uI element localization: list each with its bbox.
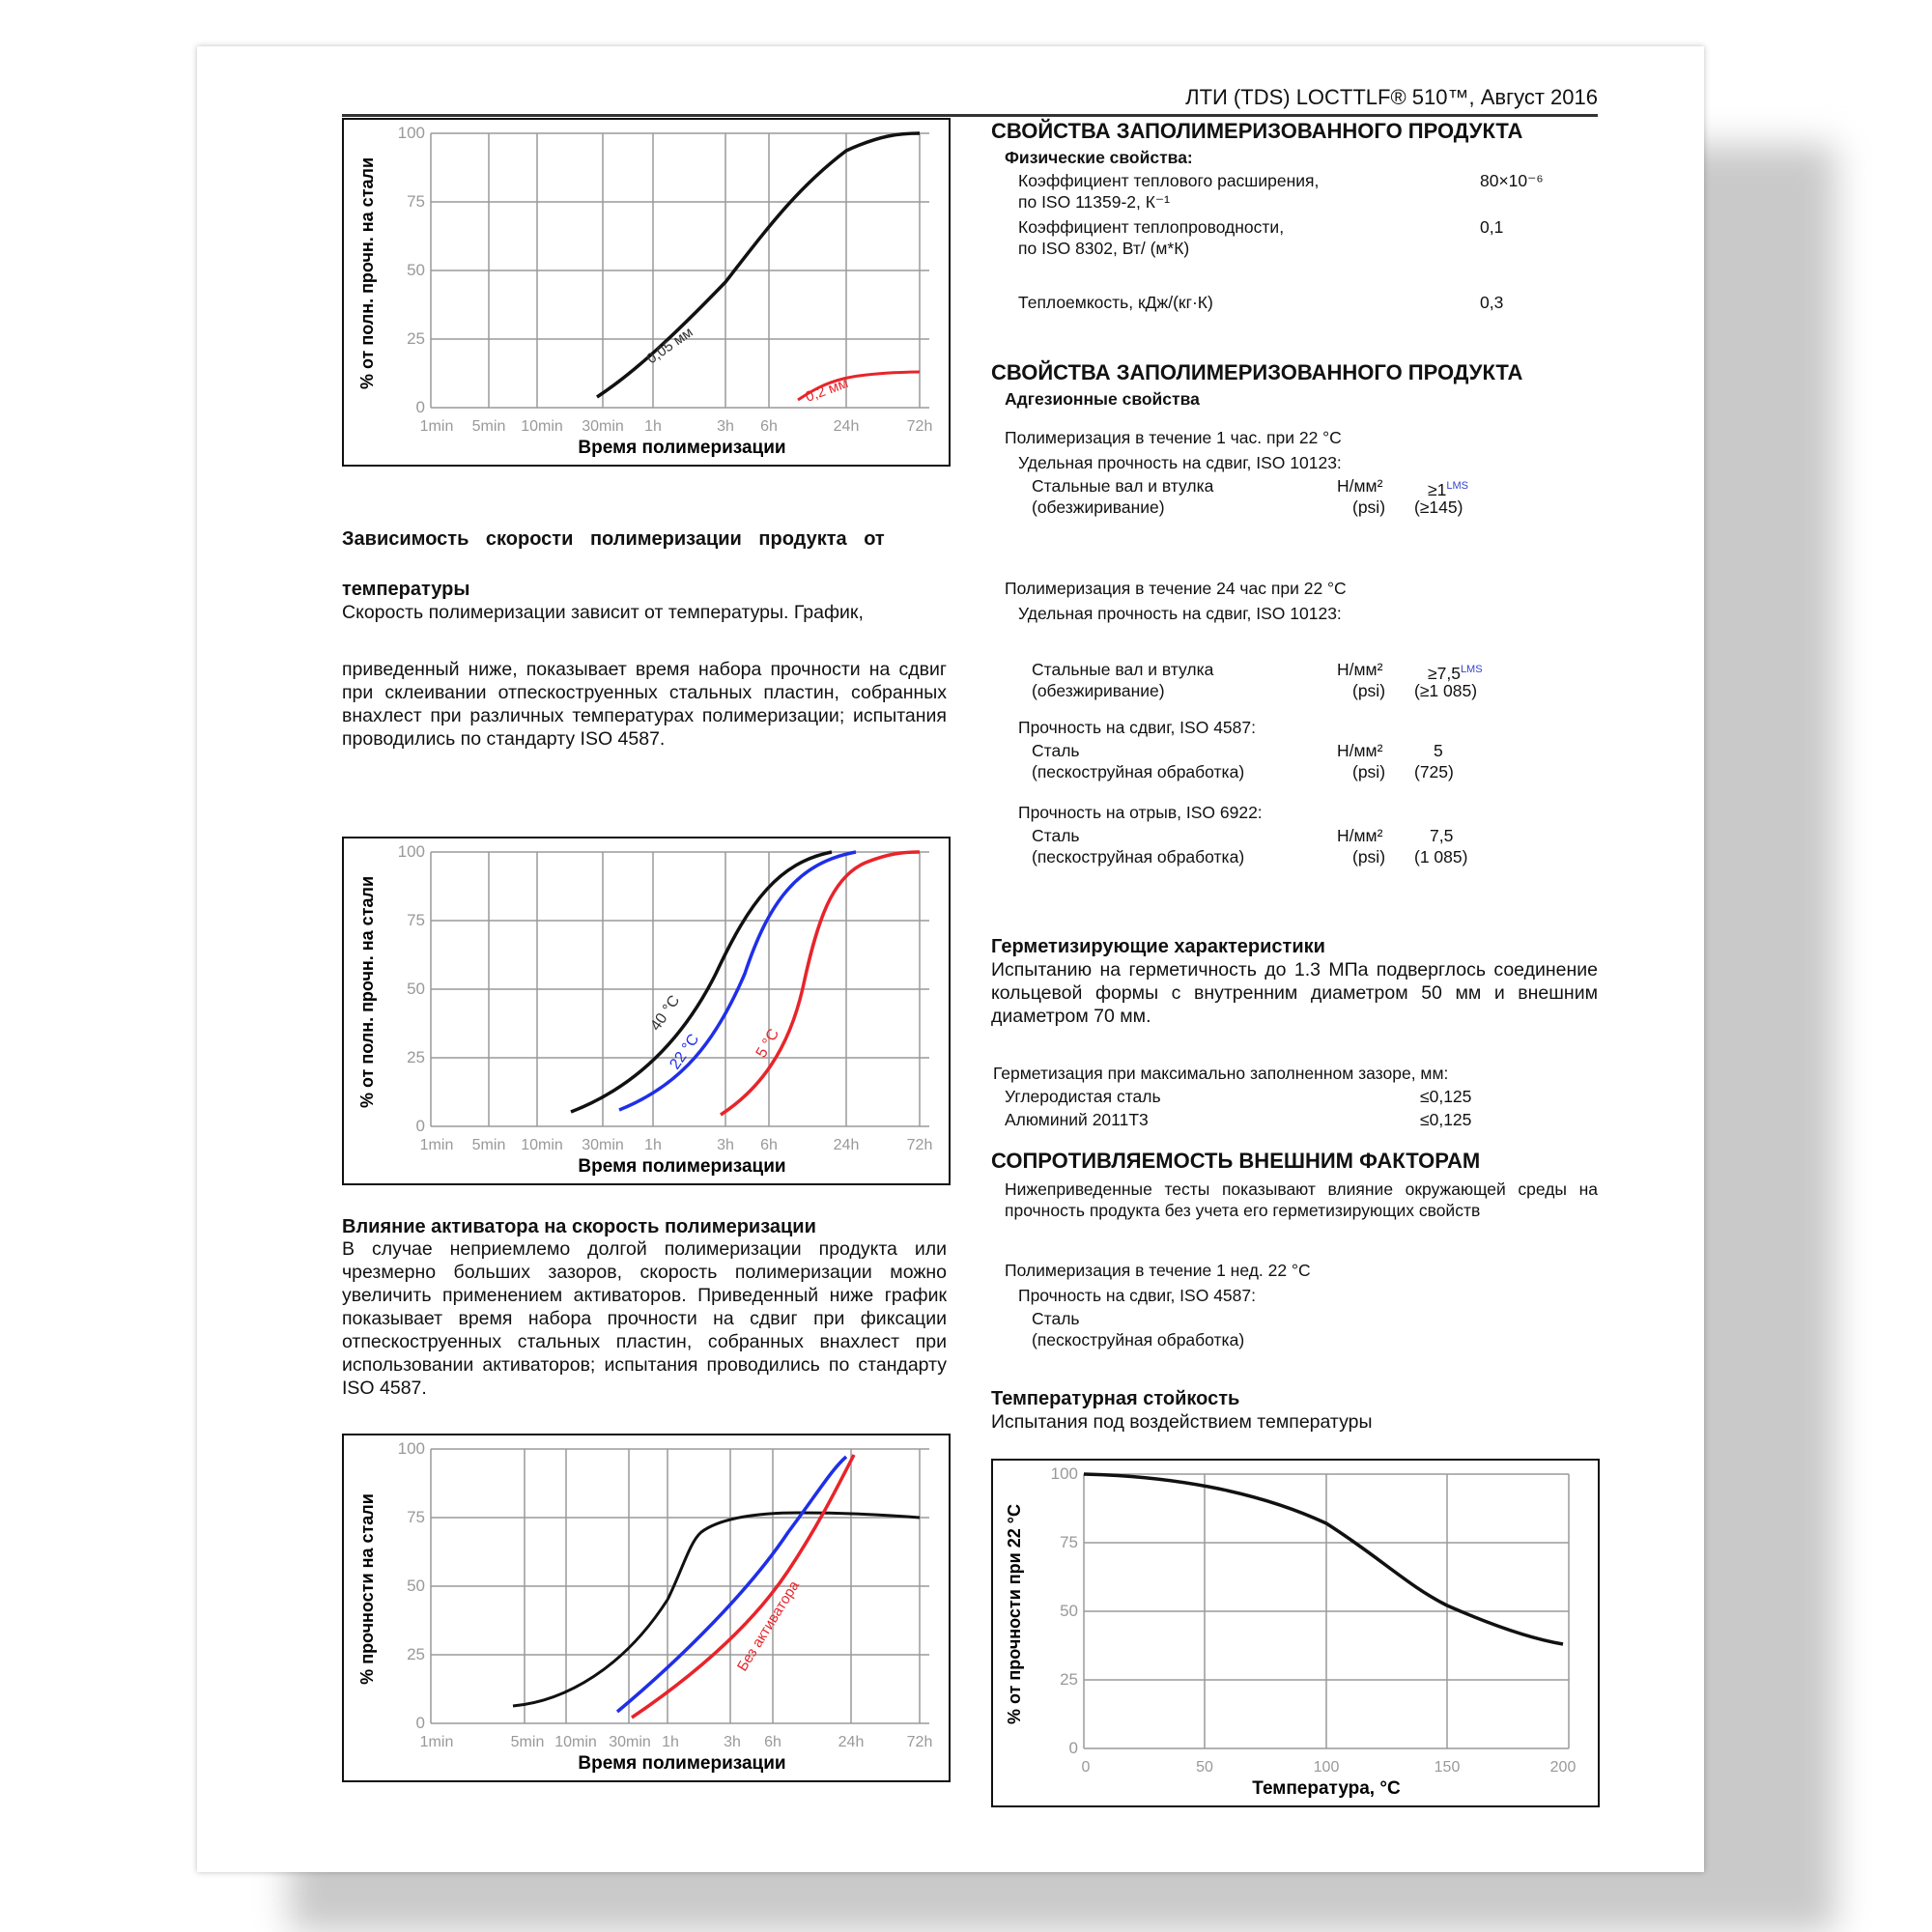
c3-xtick-1h: 1h <box>662 1734 679 1750</box>
adh-shear1: Удельная прочность на сдвиг, ISO 10123: <box>1018 453 1342 472</box>
c3-xtick-72h: 72h <box>906 1734 933 1750</box>
adhesion-subheading: Адгезионные свойства <box>1005 389 1200 409</box>
c1-xtick-10min: 10min <box>521 418 563 435</box>
c2-ytick-0: 0 <box>415 1117 425 1135</box>
phys-r3-label: Теплоемкость, кДж/(кг·К) <box>1018 293 1213 312</box>
adh-degrease-1: (обезжиривание) <box>1032 497 1165 517</box>
adh-degrease-2: (обезжиривание) <box>1032 681 1165 700</box>
sealing-carbon: Углеродистая сталь <box>1005 1087 1161 1106</box>
c4-ytick-25: 25 <box>1060 1670 1078 1689</box>
adh-steel-4: Сталь <box>1032 826 1080 845</box>
sealing-gap: Герметизация при максимально заполненном зазоре, мм: <box>993 1064 1449 1083</box>
adh-value-3-psi: (725) <box>1414 762 1454 781</box>
adh-shear3: Прочность на сдвиг, ISO 4587: <box>1018 718 1256 737</box>
c1-xtick-3h: 3h <box>717 418 734 435</box>
adh-unit-psi-1: (psi) <box>1352 497 1386 517</box>
c1-ylabel: % от полн. прочн. на стали <box>357 156 377 390</box>
c4-xtick-150: 150 <box>1434 1759 1461 1776</box>
c2-xtick-6h: 6h <box>760 1137 778 1153</box>
chart-activator <box>342 1434 951 1782</box>
c2-xtick-5min: 5min <box>471 1137 506 1153</box>
c4-xtick-50: 50 <box>1196 1759 1213 1776</box>
c3-ytick-25: 25 <box>407 1645 425 1663</box>
adh-sandblast-4: (пескоструйная обработка) <box>1032 847 1245 867</box>
c3-xtick-30min: 30min <box>609 1734 651 1750</box>
c4-ytick-50: 50 <box>1060 1602 1078 1620</box>
adh-value-2-sup: LMS <box>1460 664 1483 675</box>
c3-curve-black <box>513 1513 920 1706</box>
res-cure: Полимеризация в течение 1 нед. 22 °C <box>1005 1261 1311 1280</box>
c3-xtick-5min: 5min <box>510 1734 545 1750</box>
chart-activator-svg <box>344 1435 949 1780</box>
phys-r2-l2: по ISO 8302, Вт/ (м*К) <box>1018 239 1190 258</box>
adh-steel-3: Сталь <box>1032 741 1080 760</box>
adh-unit-psi-2: (psi) <box>1352 681 1386 700</box>
c4-ytick-100: 100 <box>1050 1464 1078 1483</box>
sealing-carbon-value: ≤0,125 <box>1420 1087 1472 1106</box>
c1-label-black: 0,05 мм <box>643 324 696 368</box>
c1-xtick-6h: 6h <box>760 418 778 435</box>
adh-steel-shaft-1: Стальные вал и втулка <box>1032 476 1214 496</box>
adh-value-4-psi: (1 085) <box>1414 847 1468 867</box>
c2-xtick-24h: 24h <box>833 1137 860 1153</box>
c4-xtick-0: 0 <box>1081 1759 1091 1776</box>
c4-xtick-200: 200 <box>1549 1759 1577 1776</box>
chart-thermal-svg <box>993 1461 1598 1805</box>
c3-xlabel: Время полимеризации <box>578 1753 786 1774</box>
chart-thermal <box>991 1459 1600 1807</box>
c3-curve-blue <box>617 1457 846 1712</box>
sealing-para: Испытанию на герметичность до 1.3 МПа подверглось соединение кольцевой формы с внутренним диаметром 50 мм и внешним диаметром 70 мм. <box>991 959 1598 1027</box>
c1-ytick-100: 100 <box>397 124 425 142</box>
c3-xtick-1min: 1min <box>419 1734 454 1750</box>
phys-r1-value: 80×10⁻⁶ <box>1480 171 1544 190</box>
adh-value-1-num: ≥1 <box>1428 479 1447 499</box>
c1-xtick-5min: 5min <box>471 418 506 435</box>
c4-curve <box>1084 1474 1563 1644</box>
res-sandblast: (пескоструйная обработка) <box>1032 1330 1245 1350</box>
adh-cure2: Полимеризация в течение 24 час при 22 °C <box>1005 579 1347 598</box>
c2-curve-5c <box>721 852 920 1115</box>
adh-shear2: Удельная прочность на сдвиг, ISO 10123: <box>1018 604 1342 623</box>
chart-gap-cure-speed <box>342 118 951 467</box>
c1-xtick-1h: 1h <box>644 418 662 435</box>
document-page <box>197 46 1704 1872</box>
c3-ytick-75: 75 <box>407 1508 425 1526</box>
physical-subheading: Физические свойства: <box>1005 148 1193 167</box>
adhesion-heading: СВОЙСТВА ЗАПОЛИМЕРИЗОВАННОГО ПРОДУКТА <box>991 360 1523 384</box>
adh-value-4: 7,5 <box>1430 826 1454 845</box>
adh-value-1-psi: (≥145) <box>1414 497 1463 517</box>
c3-xtick-10min: 10min <box>554 1734 597 1750</box>
phys-r2-l1: Коэффициент теплопроводности, <box>1018 217 1285 237</box>
c3-label-red: Без активатора <box>733 1577 803 1675</box>
c2-xtick-30min: 30min <box>582 1137 624 1153</box>
temp-heading-line1: Зависимость скорости полимеризации продукта от <box>342 528 885 550</box>
c1-ytick-0: 0 <box>415 398 425 416</box>
c2-ytick-100: 100 <box>397 842 425 861</box>
sealing-heading: Герметизирующие характеристики <box>991 936 1325 957</box>
c2-xtick-1h: 1h <box>644 1137 662 1153</box>
adh-value-2-num: ≥7,5 <box>1428 663 1461 683</box>
c1-xtick-24h: 24h <box>833 418 860 435</box>
c2-xtick-72h: 72h <box>906 1137 933 1153</box>
c2-curve-22c <box>619 852 856 1110</box>
c2-ytick-25: 25 <box>407 1048 425 1066</box>
c1-label-red: 0,2 мм <box>803 375 851 406</box>
adh-peel: Прочность на отрыв, ISO 6922: <box>1018 803 1263 822</box>
c3-xtick-24h: 24h <box>838 1734 865 1750</box>
c3-ytick-50: 50 <box>407 1577 425 1595</box>
temp-heading-line2: температуры <box>342 579 470 600</box>
adh-steel-shaft-2: Стальные вал и втулка <box>1032 660 1214 679</box>
adh-value-2-psi: (≥1 085) <box>1414 681 1478 700</box>
phys-r2-value: 0,1 <box>1480 217 1504 237</box>
res-shear: Прочность на сдвиг, ISO 4587: <box>1018 1286 1256 1305</box>
c2-ytick-50: 50 <box>407 980 425 998</box>
c2-label-22c: 22 °C <box>667 1031 703 1073</box>
page-header <box>342 75 1598 117</box>
activator-heading: Влияние активатора на скорость полимеризации <box>342 1216 816 1237</box>
c3-ytick-100: 100 <box>397 1439 425 1458</box>
phys-r1-l1: Коэффициент теплового расширения, <box>1018 171 1320 190</box>
resistance-para: Нижеприведенные тесты показывают влияние окружающей среды на прочность продукта без учета его герметизирующих свойств <box>1005 1179 1598 1220</box>
c2-ytick-75: 75 <box>407 911 425 929</box>
c3-ylabel: % прочности на стали <box>357 1493 377 1685</box>
c4-ylabel: % от прочности при 22 °C <box>1005 1504 1024 1724</box>
c1-xtick-30min: 30min <box>582 418 624 435</box>
adh-unit-nmm-1: Н/мм² <box>1337 476 1383 496</box>
c3-xtick-3h: 3h <box>724 1734 741 1750</box>
header-title: ЛТИ (TDS) LOCTTLF® 510™, Август 2016 <box>1185 85 1598 109</box>
physical-heading: СВОЙСТВА ЗАПОЛИМЕРИЗОВАННОГО ПРОДУКТА <box>991 119 1523 143</box>
c3-ytick-0: 0 <box>415 1714 425 1732</box>
c4-xtick-100: 100 <box>1313 1759 1340 1776</box>
c2-curve-40c <box>571 852 832 1112</box>
c2-label-40c: 40 °C <box>647 992 684 1035</box>
adh-cure1: Полимеризация в течение 1 час. при 22 °C <box>1005 428 1342 447</box>
res-steel: Сталь <box>1032 1309 1080 1328</box>
adh-unit-nmm-3: Н/мм² <box>1337 741 1383 760</box>
c3-xtick-6h: 6h <box>764 1734 781 1750</box>
c2-xlabel: Время полимеризации <box>578 1156 786 1177</box>
activator-para: В случае неприемлемо долгой полимеризации продукта или чрезмерно больших зазоров, скорость полимеризации можно увеличить применением активаторов. Приведенный ниже график показывает время набора прочности на сдвиг при фиксации отпескоструенных стальных пластин, собранных внахлест при использовании активаторов; испытания проводились по стандарту ISO 4587. <box>342 1238 947 1399</box>
phys-r3-value: 0,3 <box>1480 293 1504 312</box>
resistance-heading: СОПРОТИВЛЯЕМОСТЬ ВНЕШНИМ ФАКТОРАМ <box>991 1149 1481 1173</box>
c4-ytick-0: 0 <box>1068 1739 1078 1757</box>
adh-unit-psi-4: (psi) <box>1352 847 1386 867</box>
chart-temperature-cure <box>342 837 951 1185</box>
thermal-heading: Температурная стойкость <box>991 1388 1240 1409</box>
chart-temp-svg <box>344 838 949 1183</box>
c1-ytick-50: 50 <box>407 261 425 279</box>
thermal-sub: Испытания под воздействием температуры <box>991 1411 1373 1433</box>
temp-para-line1: Скорость полимеризации зависит от температуры. График, <box>342 602 864 623</box>
c1-xtick-72h: 72h <box>906 418 933 435</box>
c1-xtick-1min: 1min <box>419 418 454 435</box>
adh-sandblast-3: (пескоструйная обработка) <box>1032 762 1245 781</box>
sealing-alu: Алюминий 2011T3 <box>1005 1110 1149 1129</box>
c2-ylabel: % от полн. прочн. на стали <box>357 875 377 1109</box>
c1-ytick-75: 75 <box>407 192 425 211</box>
adh-unit-psi-3: (psi) <box>1352 762 1386 781</box>
adh-unit-nmm-2: Н/мм² <box>1337 660 1383 679</box>
c2-label-5c: 5 °C <box>753 1026 783 1061</box>
temp-para: приведенный ниже, показывает время набора прочности на сдвиг при склеивании отпескоструенных стальных пластин, собранных внахлест при различных температурах полимеризации; испытания проводились по стандарту ISO 4587. <box>342 659 947 750</box>
adh-value-3: 5 <box>1434 741 1443 760</box>
c2-xtick-1min: 1min <box>419 1137 454 1153</box>
adh-value-1-sup: LMS <box>1446 480 1468 492</box>
c4-xlabel: Температура, °C <box>1252 1778 1401 1799</box>
chart-gap-svg <box>344 120 949 465</box>
c2-xtick-10min: 10min <box>521 1137 563 1153</box>
sealing-alu-value: ≤0,125 <box>1420 1110 1472 1129</box>
adh-unit-nmm-4: Н/мм² <box>1337 826 1383 845</box>
c1-ytick-25: 25 <box>407 329 425 348</box>
c2-xtick-3h: 3h <box>717 1137 734 1153</box>
phys-r1-l2: по ISO 11359-2, К⁻¹ <box>1018 192 1170 212</box>
c4-ytick-75: 75 <box>1060 1533 1078 1551</box>
c1-xlabel: Время полимеризации <box>578 438 786 458</box>
